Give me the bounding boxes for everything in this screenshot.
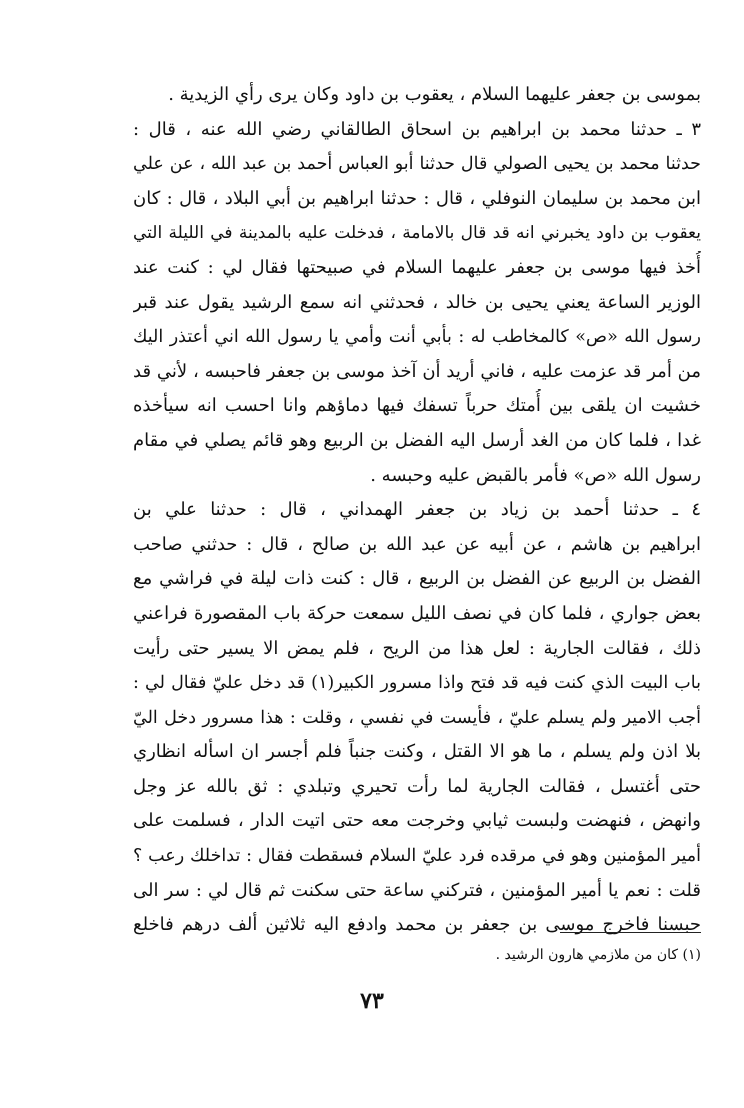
text-line: باب البيت الذي كنت فيه قد فتح واذا مسرور الكبير(١) قد دخل عليّ فقال لي : bbox=[133, 673, 701, 694]
text-line: بموسى بن جعفر عليهما السلام ، يعقوب بن داود وكان يرى رأي الزيدية . bbox=[168, 84, 701, 105]
text-line: حبسنا فاخرج موسى بن جعفر بن محمد وادفع اليه ثلاثين ألف درهم فاخلع bbox=[133, 914, 701, 936]
text-line: رسول الله «ص» فأمر بالقبض عليه وحبسه . bbox=[370, 464, 701, 486]
text-line: رسول الله «ص» كالمخاطب له : بأبي أنت وأمي يا رسول الله اني أعتذر اليك bbox=[133, 327, 701, 348]
text-line: أمير المؤمنين وهو في مرقده فرد عليّ السلام فسقطت فقال : تداخلك رعب ؟ bbox=[133, 846, 701, 867]
text-line: قلت : نعم يا أمير المؤمنين ، فتركني ساعة حتى سكنت ثم قال لي : سر الى bbox=[133, 879, 701, 901]
text-line: أُخذ فيها موسى بن جعفر عليهما السلام في صبيحتها فقال لي : كنت عند bbox=[133, 256, 701, 278]
footnote-divider bbox=[560, 932, 701, 933]
text-line: وانهض ، فنهضت ولبست ثيابي وخرجت معه حتى اتيت الدار ، فسلمت على bbox=[133, 810, 701, 832]
text-line: ابراهيم بن هاشم ، عن أبيه عن عبد الله بن صالح ، قال : حدثني صاحب bbox=[133, 533, 701, 555]
text-line: الفضل بن الربيع عن الفضل بن الربيع ، قال : كنت ذات ليلة في فراشي مع bbox=[133, 568, 701, 590]
text-line: الوزير الساعة يعني يحيى بن خالد ، فحدثني انه سمع الرشيد يقول عند قبر bbox=[133, 291, 701, 313]
text-line: حدثنا محمد بن يحيى الصولي قال حدثنا أبو العباس أحمد بن عبد الله ، عن علي bbox=[133, 154, 701, 175]
text-line: بلا اذن ولم يسلم ، ما هو الا القتل ، وكنت جنباً فلم أجسر ان اسأله انظاري bbox=[133, 741, 701, 763]
text-line: ابن محمد بن سليمان النوفلي ، قال : حدثنا ابراهيم بن أبي البلاد ، قال : كان bbox=[133, 187, 701, 209]
text-line: غدا ، فلما كان من الغد أرسل اليه الفضل بن الربيع وهو قائم يصلي في مقام bbox=[133, 429, 701, 451]
text-line: حتى أغتسل ، فقالت الجارية لما رأت تحيري وتبلدي : ثق بالله عز وجل bbox=[133, 775, 701, 797]
text-line: ٣ ـ حدثنا محمد بن ابراهيم بن اسحاق الطالقاني رضي الله عنه ، قال : bbox=[133, 118, 701, 140]
text-line: ٤ ـ حدثنا أحمد بن زياد بن جعفر الهمداني ، قال : حدثنا علي بن bbox=[133, 499, 701, 521]
text-line: من أمر قد عزمت عليه ، فاني أريد أن آخذ موسى بن جعفر فاحبسه ، لأني قد bbox=[133, 360, 701, 382]
footnote: (١) كان من ملازمي هارون الرشيد . bbox=[495, 947, 701, 963]
text-line: خشيت ان يلقى بين أُمتك حرباً تسفك فيها دماؤهم وانا احسب انه سيأخذه bbox=[133, 395, 701, 417]
body-text bbox=[133, 78, 701, 943]
text-line: بعض جواري ، فلما كان في نصف الليل سمعت حركة باب المقصورة فراعني bbox=[133, 602, 701, 624]
text-line: أجب الامير ولم يسلم عليّ ، فأيست في نفسي ، وقلت : هذا مسرور دخل اليّ bbox=[133, 707, 701, 728]
text-line: يعقوب بن داود يخبرني انه قد قال بالامامة ، فدخلت عليه بالمدينة في الليلة التي bbox=[133, 223, 701, 244]
page-number: ٧٣ bbox=[360, 988, 384, 1014]
text-line: ذلك ، فقالت الجارية : لعل هذا من الريح ، فلم يمض الا يسير حتى رأيت bbox=[133, 637, 701, 659]
